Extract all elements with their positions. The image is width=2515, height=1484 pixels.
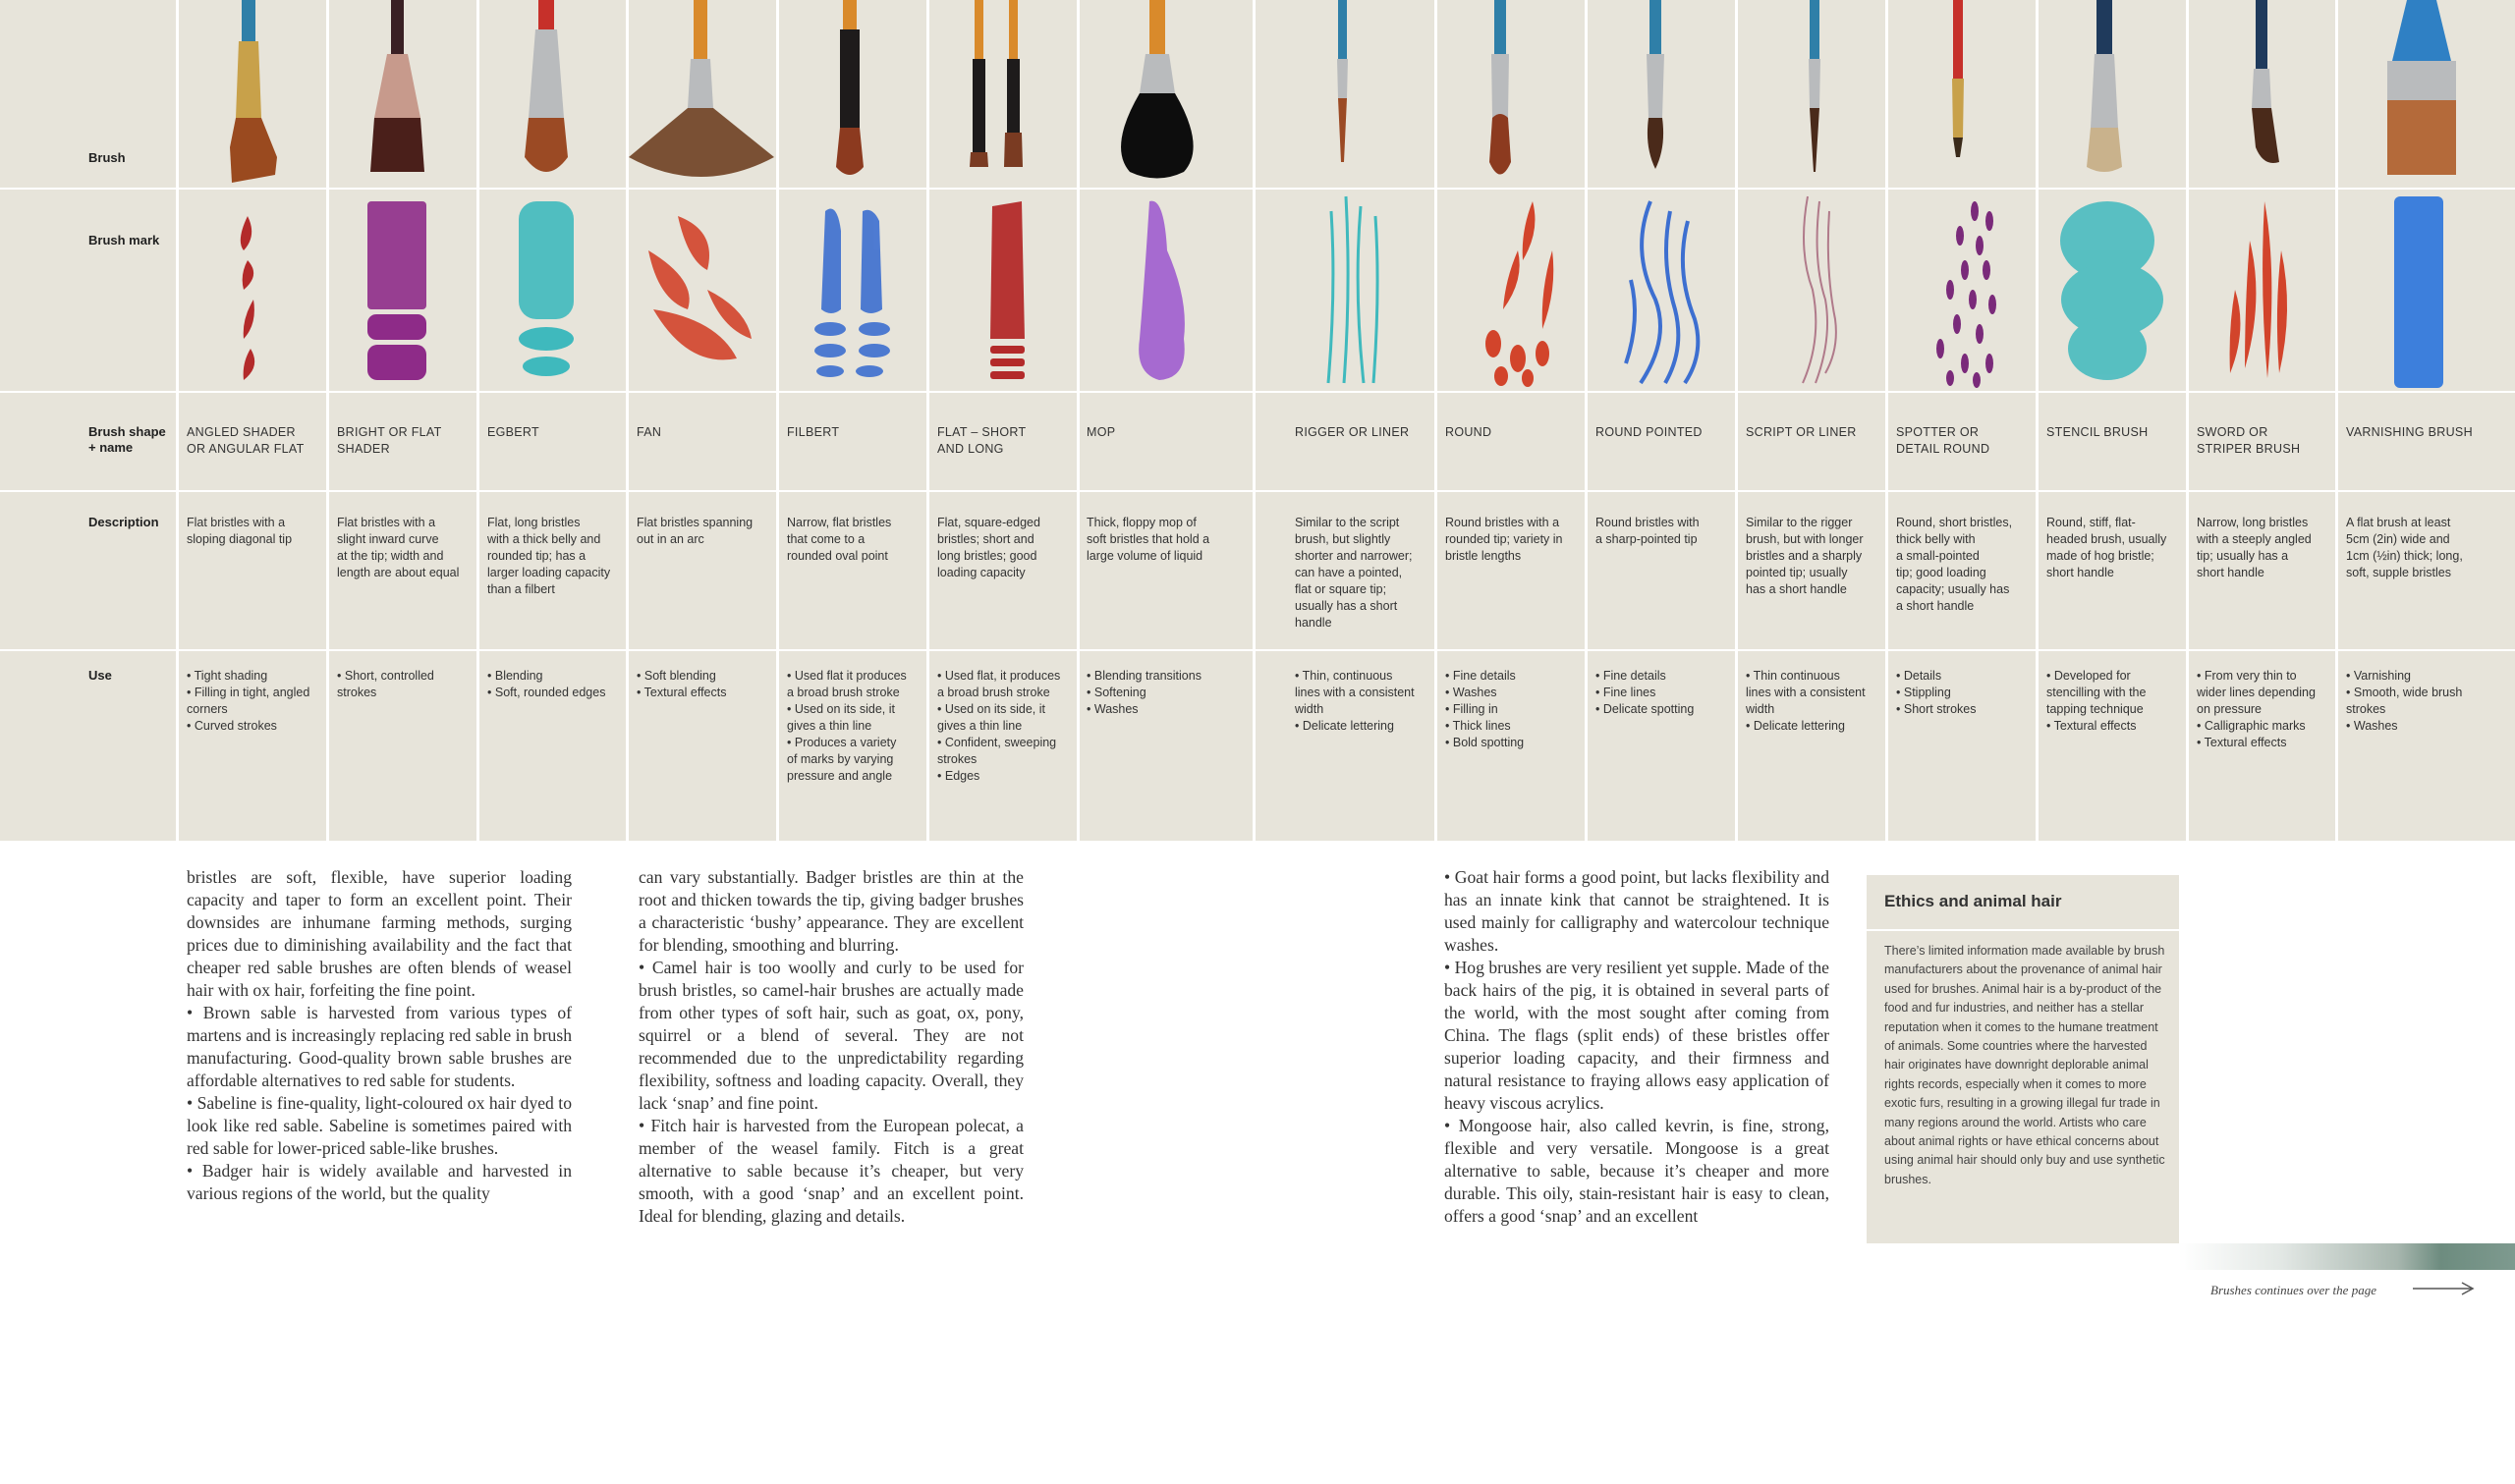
- body-text-column-3: [1444, 866, 1829, 1228]
- round-brush-icon: [1489, 0, 1511, 175]
- description-line: rounded tip; has a: [487, 549, 587, 563]
- filbert-mark: [814, 209, 890, 378]
- description-bright-flat-shader: [337, 515, 475, 581]
- brush-name-line: ANGLED SHADER: [187, 425, 296, 439]
- description-line: slight inward curve: [337, 532, 439, 546]
- rigger-liner-brush-icon: [1337, 0, 1348, 162]
- description-line: A flat brush at least: [2346, 516, 2451, 529]
- description-line: can have a pointed,: [1295, 566, 1403, 579]
- use-item-continued: wider lines depending: [2197, 686, 2316, 699]
- use-item: • Calligraphic marks: [2197, 719, 2306, 733]
- description-line: tip; usually has a: [2197, 549, 2289, 563]
- script-liner-brush-icon: [1809, 0, 1820, 172]
- description-varnishing: [2346, 515, 2508, 581]
- description-line: length are about equal: [337, 566, 460, 579]
- use-item: • Fine details: [1595, 669, 1666, 683]
- flat-short-long-mark: [990, 201, 1025, 379]
- brush-name-line: RIGGER OR LINER: [1295, 425, 1410, 439]
- description-line: made of hog bristle;: [2046, 549, 2154, 563]
- use-item: • Used on its side, it: [937, 702, 1045, 716]
- spotter-detail-round-mark: [1936, 201, 1996, 388]
- brush-name-line: SWORD OR: [2197, 425, 2268, 439]
- brush-illustrations: [0, 0, 2515, 189]
- use-item: • Soft, rounded edges: [487, 686, 606, 699]
- brush-name-line: DETAIL ROUND: [1896, 442, 1990, 456]
- description-round: [1445, 515, 1583, 565]
- description-line: shorter and narrower;: [1295, 549, 1413, 563]
- use-item-continued: width: [1295, 702, 1324, 716]
- brush-name-mop: [1087, 424, 1249, 441]
- sidebar-divider: [1867, 929, 2179, 931]
- description-line: large volume of liquid: [1087, 549, 1203, 563]
- bright-flat-shader-mark: [367, 201, 426, 380]
- angled-shader-mark: [241, 216, 254, 380]
- description-line: at the tip; width and: [337, 549, 444, 563]
- body-paragraph: • Fitch hair is harvested from the European polecat, a member of the weasel family. Fitch is a great alternative to sable because it’s cheaper, but very smooth, with a good ‘snap’ and an excellent point. Ideal for blending, glazing and details.: [639, 1116, 1024, 1226]
- use-item: • Softening: [1087, 686, 1146, 699]
- use-item: • Smooth, wide brush: [2346, 686, 2463, 699]
- brush-name-line: FILBERT: [787, 425, 840, 439]
- body-paragraph: • Brown sable is harvested from various types of martens and is increasingly replacing red sable in brush manufacturing. Good-quality brown sable brushes are affordable alternatives to red sable for students.: [187, 1003, 572, 1090]
- brush-mark-swatches: [0, 192, 2515, 393]
- use-item-continued: strokes: [337, 686, 377, 699]
- use-item: • Fine details: [1445, 669, 1516, 683]
- use-item: • Filling in tight, angled: [187, 686, 310, 699]
- description-line: 1cm (½in) thick; long,: [2346, 549, 2463, 563]
- use-item-continued: strokes: [937, 752, 978, 766]
- use-item: • Fine lines: [1595, 686, 1656, 699]
- use-round: [1445, 668, 1583, 751]
- row-label-brush-shape-name: [88, 424, 177, 456]
- angled-shader-brush-icon: [230, 0, 277, 183]
- description-line: headed brush, usually: [2046, 532, 2167, 546]
- description-spotter-detail-round: [1896, 515, 2034, 615]
- description-line: with a steeply angled: [2197, 532, 2312, 546]
- description-stencil: [2046, 515, 2184, 581]
- row-label-brush-mark: Brush mark: [88, 233, 160, 247]
- use-item: • Thin, continuous: [1295, 669, 1393, 683]
- brush-name-round: [1445, 424, 1583, 441]
- use-item: • Washes: [1445, 686, 1497, 699]
- use-item-continued: width: [1746, 702, 1775, 716]
- use-item: • Blending: [487, 669, 543, 683]
- varnishing-brush-mark: [2394, 196, 2443, 388]
- brush-name-bright-flat-shader: [337, 424, 475, 458]
- description-line: handle: [1295, 616, 1332, 630]
- description-rigger-liner: [1295, 515, 1432, 632]
- brush-name-flat-short-long: [937, 424, 1075, 458]
- use-item: • Tight shading: [187, 669, 268, 683]
- sword-striper-mark: [2230, 201, 2287, 378]
- description-line: bristle lengths: [1445, 549, 1522, 563]
- description-line: larger loading capacity: [487, 566, 611, 579]
- row-label-description: Description: [88, 515, 159, 529]
- description-line: a small-pointed: [1896, 549, 1980, 563]
- description-line: loading capacity: [937, 566, 1026, 579]
- row-divider: [0, 649, 2515, 651]
- use-item: • Textural effects: [2046, 719, 2137, 733]
- body-paragraph: • Hog brushes are very resilient yet supple. Made of the back hairs of the pig, it is obtained in several parts of the world, with the most sought after coming from China. The flags (split ends) of these bristles offer superior loading capacity, and their firmness and natural resistance to fraying allows easy application of heavy viscous acrylics.: [1444, 958, 1829, 1113]
- brush-name-line: STENCIL BRUSH: [2046, 425, 2149, 439]
- description-line: short handle: [2046, 566, 2114, 579]
- description-line: thick belly with: [1896, 532, 1976, 546]
- use-item: • Used flat, it produces: [937, 669, 1061, 683]
- description-line: Narrow, flat bristles: [787, 516, 892, 529]
- use-item: • Stippling: [1896, 686, 1951, 699]
- description-line: Round bristles with a: [1445, 516, 1560, 529]
- description-angled-shader: [187, 515, 324, 548]
- use-item-continued: of marks by varying: [787, 752, 894, 766]
- description-line: brush, but with longer: [1746, 532, 1864, 546]
- body-paragraph: bristles are soft, flexible, have superior loading capacity and taper to form an excellent point. Their downsides are inhumane farming methods, surging prices due to diminishing availability and the fact that cheaper red sable brushes are often blends of weasel hair with ox hair, forfeiting the fine point.: [187, 867, 572, 1000]
- description-line: has a short handle: [1746, 582, 1847, 596]
- brush-name-line: AND LONG: [937, 442, 1004, 456]
- description-round-pointed: [1595, 515, 1733, 548]
- row-label-line: + name: [88, 440, 134, 455]
- use-item-continued: strokes: [2346, 702, 2386, 716]
- row-label-use: Use: [88, 668, 112, 683]
- use-item-continued: pressure and angle: [787, 769, 893, 783]
- stencil-brush-mark: [2060, 201, 2163, 380]
- use-item: • Textural effects: [637, 686, 727, 699]
- description-line: rounded tip; variety in: [1445, 532, 1563, 546]
- description-egbert: [487, 515, 625, 598]
- use-fan: [637, 668, 774, 701]
- use-egbert: [487, 668, 625, 701]
- use-angled-shader: [187, 668, 324, 735]
- description-line: Similar to the script: [1295, 516, 1400, 529]
- use-flat-short-long: [937, 668, 1075, 785]
- use-item: • Edges: [937, 769, 980, 783]
- description-line: soft, supple bristles: [2346, 566, 2451, 579]
- use-item: • Bold spotting: [1445, 736, 1525, 749]
- use-item: • Delicate lettering: [1295, 719, 1394, 733]
- description-line: with a thick belly and: [487, 532, 601, 546]
- sidebar-title: Ethics and animal hair: [1884, 892, 2062, 910]
- description-line: than a filbert: [487, 582, 555, 596]
- brush-name-script-liner: [1746, 424, 1883, 441]
- description-line: tip; good loading: [1896, 566, 1986, 579]
- description-line: long bristles; good: [937, 549, 1037, 563]
- body-paragraph: • Badger hair is widely available and harvested in various regions of the world, but the quality: [187, 1161, 572, 1203]
- description-line: pointed tip; usually: [1746, 566, 1848, 579]
- use-bright-flat-shader: [337, 668, 475, 701]
- description-flat-short-long: [937, 515, 1075, 581]
- continued-over-page-note: Brushes continues over the page: [2210, 1283, 2376, 1297]
- body-text-column-2: [639, 866, 1024, 1228]
- use-rigger-liner: [1295, 668, 1432, 735]
- description-fan: [637, 515, 774, 548]
- flat-short-long-brush-icon: [970, 0, 1023, 167]
- use-varnishing: [2346, 668, 2508, 735]
- use-item: • Blending transitions: [1087, 669, 1202, 683]
- decorative-gradient-bar: [2179, 1243, 2515, 1270]
- description-filbert: [787, 515, 924, 565]
- description-line: Similar to the rigger: [1746, 516, 1853, 529]
- use-round-pointed: [1595, 668, 1733, 718]
- use-item: • Washes: [1087, 702, 1139, 716]
- use-item-continued: on pressure: [2197, 702, 2263, 716]
- sidebar-body-text: There’s limited information made available by brush manufacturers about the provenance of animal hair used for brushes. Animal hair is a by-product of the food and fur industries, and neither has a stellar reputation when it comes to the humane treatment of animals. Some countries where the harvested hair originates have downright deplorable animal rights records, especially when it comes to more exotic furs, resulting in a growing illegal fur trade in many regions around the world. Artists who care about animal rights or have ethical concerns about using animal hair should only buy and use synthetic brushes.: [1884, 944, 2165, 1186]
- brush-name-line: ROUND: [1445, 425, 1492, 439]
- mop-mark: [1139, 201, 1185, 380]
- use-item: • Filling in: [1445, 702, 1498, 716]
- brush-name-line: OR ANGULAR FLAT: [187, 442, 305, 456]
- arrow-right-icon: [2413, 1281, 2476, 1296]
- row-label-line: Brush shape: [88, 424, 166, 439]
- body-text-column-1: [187, 866, 572, 1205]
- description-line: Flat bristles with a: [187, 516, 286, 529]
- use-item: • Short strokes: [1896, 702, 1977, 716]
- description-line: soft bristles that hold a: [1087, 532, 1210, 546]
- use-item: • Produces a variety: [787, 736, 897, 749]
- use-item-continued: lines with a consistent: [1295, 686, 1415, 699]
- use-item: • Delicate spotting: [1595, 702, 1695, 716]
- brush-name-line: FLAT – SHORT: [937, 425, 1027, 439]
- use-item-continued: lines with a consistent: [1746, 686, 1866, 699]
- sword-striper-brush-icon: [2252, 0, 2279, 163]
- description-line: Flat, square-edged: [937, 516, 1040, 529]
- body-paragraph: • Sabeline is fine-quality, light-coloured ox hair dyed to look like red sable. Sabeline is sometimes paired with red sable for lower-priced sable-like brushes.: [187, 1093, 572, 1158]
- bright-flat-shader-brush-icon: [370, 0, 424, 172]
- brush-name-egbert: [487, 424, 625, 441]
- use-filbert: [787, 668, 924, 785]
- body-paragraph: • Camel hair is too woolly and curly to be used for brush bristles, so camel-hair brushes are actually made from other types of soft hair, such as goat, ox, pony, squirrel or a blend of several. They are not recommended due to the unpredictability regarding flexibility, softness and loading capacity. Overall, they lack ‘snap’ and fine point.: [639, 958, 1024, 1113]
- use-script-liner: [1746, 668, 1883, 735]
- description-line: bristles and a sharply: [1746, 549, 1863, 563]
- brush-name-line: MOP: [1087, 425, 1116, 439]
- description-line: a sharp-pointed tip: [1595, 532, 1698, 546]
- use-mop: [1087, 668, 1249, 718]
- row-divider: [0, 490, 2515, 492]
- description-sword-striper: [2197, 515, 2334, 581]
- fan-brush-icon: [629, 0, 774, 177]
- use-item-continued: corners: [187, 702, 228, 716]
- brush-name-line: STRIPER BRUSH: [2197, 442, 2301, 456]
- mop-brush-icon: [1121, 0, 1194, 179]
- use-item: • Details: [1896, 669, 1942, 683]
- description-line: flat or square tip;: [1295, 582, 1387, 596]
- use-sword-striper: [2197, 668, 2334, 751]
- body-paragraph: • Goat hair forms a good point, but lacks flexibility and has an innate kink that cannot be straightened. It is used mainly for calligraphy and watercolour technique washes.: [1444, 867, 1829, 955]
- description-script-liner: [1746, 515, 1883, 598]
- stencil-brush-icon: [2087, 0, 2122, 172]
- description-line: a short handle: [1896, 599, 1975, 613]
- brush-name-stencil: [2046, 424, 2184, 441]
- description-line: usually has a short: [1295, 599, 1398, 613]
- description-line: brush, but slightly: [1295, 532, 1391, 546]
- description-line: Round, short bristles,: [1896, 516, 2013, 529]
- round-pointed-mark: [1626, 201, 1698, 383]
- egbert-mark: [519, 201, 574, 376]
- description-line: Flat bristles with a: [337, 516, 436, 529]
- brush-name-line: SPOTTER OR: [1896, 425, 1980, 439]
- use-item-continued: gives a thin line: [937, 719, 1023, 733]
- use-item: • Confident, sweeping: [937, 736, 1057, 749]
- description-line: bristles; short and: [937, 532, 1034, 546]
- description-line: Flat bristles spanning: [637, 516, 754, 529]
- brush-name-fan: [637, 424, 774, 441]
- use-item-continued: stencilling with the: [2046, 686, 2147, 699]
- description-line: Thick, floppy mop of: [1087, 516, 1197, 529]
- brush-name-line: FAN: [637, 425, 662, 439]
- description-line: that come to a: [787, 532, 866, 546]
- description-line: sloping diagonal tip: [187, 532, 293, 546]
- ethics-sidebar-box: [1867, 875, 2179, 1243]
- use-item: • From very thin to: [2197, 669, 2297, 683]
- use-item: • Soft blending: [637, 669, 716, 683]
- brush-name-varnishing: [2346, 424, 2508, 441]
- use-item: • Thin continuous: [1746, 669, 1840, 683]
- body-paragraph: can vary substantially. Badger bristles are thin at the root and thicken towards the tip, giving badger brushes a characteristic ‘bushy’ appearance. They are excellent for blending, smoothing and blurring.: [639, 867, 1024, 955]
- filbert-brush-icon: [836, 0, 864, 175]
- brush-name-line: SCRIPT OR LINER: [1746, 425, 1857, 439]
- description-line: capacity; usually has: [1896, 582, 2010, 596]
- use-item: • Short, controlled: [337, 669, 434, 683]
- egbert-brush-icon: [525, 0, 568, 172]
- description-line: Round, stiff, flat-: [2046, 516, 2136, 529]
- use-item-continued: gives a thin line: [787, 719, 872, 733]
- use-item: • Used on its side, it: [787, 702, 895, 716]
- description-line: out in an arc: [637, 532, 704, 546]
- brush-name-line: SHADER: [337, 442, 390, 456]
- fan-mark: [648, 216, 752, 359]
- script-liner-mark: [1803, 196, 1836, 383]
- use-item-continued: tapping technique: [2046, 702, 2144, 716]
- use-item: • Textural effects: [2197, 736, 2287, 749]
- rigger-liner-mark: [1328, 196, 1377, 383]
- description-line: Flat, long bristles: [487, 516, 581, 529]
- description-line: short handle: [2197, 566, 2264, 579]
- use-item: • Delicate lettering: [1746, 719, 1845, 733]
- use-item: • Used flat it produces: [787, 669, 907, 683]
- description-mop: [1087, 515, 1249, 565]
- use-item-continued: a broad brush stroke: [787, 686, 900, 699]
- use-item: • Washes: [2346, 719, 2398, 733]
- brush-name-line: BRIGHT OR FLAT: [337, 425, 442, 439]
- use-item: • Thick lines: [1445, 719, 1511, 733]
- use-item: • Curved strokes: [187, 719, 277, 733]
- brush-name-line: VARNISHING BRUSH: [2346, 425, 2473, 439]
- use-item: • Developed for: [2046, 669, 2131, 683]
- description-line: Narrow, long bristles: [2197, 516, 2309, 529]
- use-item: • Varnishing: [2346, 669, 2411, 683]
- use-stencil: [2046, 668, 2184, 735]
- use-item-continued: a broad brush stroke: [937, 686, 1050, 699]
- use-spotter-detail-round: [1896, 668, 2034, 718]
- round-pointed-brush-icon: [1647, 0, 1664, 169]
- description-line: 5cm (2in) wide and: [2346, 532, 2450, 546]
- spotter-detail-round-brush-icon: [1952, 0, 1964, 157]
- brush-name-rigger-liner: [1295, 424, 1432, 441]
- row-label-brush: Brush: [88, 150, 126, 165]
- brush-name-sword-striper: [2197, 424, 2334, 458]
- brush-name-filbert: [787, 424, 924, 441]
- varnishing-brush-icon: [2387, 0, 2456, 175]
- brush-name-line: EGBERT: [487, 425, 539, 439]
- description-line: rounded oval point: [787, 549, 888, 563]
- body-paragraph: • Mongoose hair, also called kevrin, is fine, strong, flexible and very versatile. Mongoose is a great alternative to sable, because it’s cheaper and more durable. This oily, stain-resistant hair is easy to clean, offers a good ‘snap’ and an excellent: [1444, 1116, 1829, 1226]
- brush-name-spotter-detail-round: [1896, 424, 2034, 458]
- brush-name-angled-shader: [187, 424, 324, 458]
- brush-name-line: ROUND POINTED: [1595, 425, 1703, 439]
- brush-name-round-pointed: [1595, 424, 1733, 441]
- description-line: Round bristles with: [1595, 516, 1700, 529]
- round-mark: [1485, 201, 1553, 387]
